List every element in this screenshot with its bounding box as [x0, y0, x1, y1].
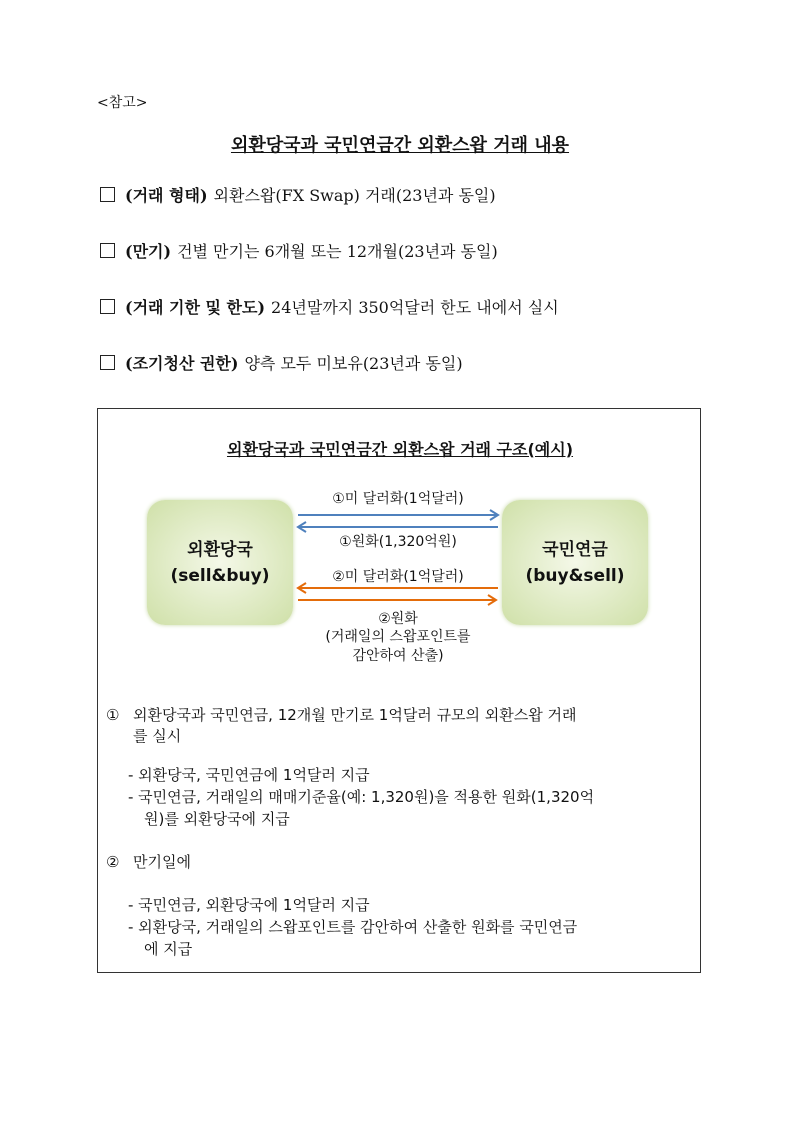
item-text: 건별 만기는 6개월 또는 12개월(23년과 동일): [177, 242, 498, 261]
item-text: 양측 모두 미보유(23년과 동일): [244, 354, 463, 373]
note-2-detail-2-cont: 에 지급: [144, 940, 193, 958]
note-2-line1: 만기일에: [133, 853, 191, 871]
node-name: 국민연금: [542, 539, 608, 560]
note-1-detail-2: - 국민연금, 거래일의 매매기준율(예: 1,320원)을 적용한 원화(1,320억: [128, 788, 595, 806]
arrow-label-krw-2-line3: 감안하여 산출): [352, 648, 444, 664]
list-item: [100, 239, 498, 262]
arrow-label-krw-2: ②원화: [378, 611, 418, 627]
checkbox-square-icon: [100, 355, 115, 370]
node-name: 외환당국: [187, 539, 253, 560]
note-2-detail-2: - 외환당국, 거래일의 스왑포인트를 감안하여 산출한 원화를 국민연금: [128, 918, 578, 936]
node-role: (sell&buy): [170, 565, 270, 586]
checkbox-square-icon: [100, 243, 115, 258]
note-1-line2: 를 실시: [133, 727, 182, 745]
list-item: [100, 295, 559, 318]
arrow-label-krw-1: ①원화(1,320억원): [339, 534, 457, 550]
note-2-mark: ②: [106, 853, 120, 871]
figure-title: 외환당국과 국민연금간 외환스왑 거래 구조(예시): [226, 440, 574, 459]
page-title: 외환당국과 국민연금간 외환스왑 거래 내용: [230, 135, 570, 156]
item-text: 24년말까지 350억달러 한도 내에서 실시: [271, 298, 559, 317]
node-fx-authority: [147, 500, 293, 625]
checkbox-square-icon: [100, 299, 115, 314]
note-1-mark: ①: [106, 706, 120, 724]
note-1-detail-1: - 외환당국, 국민연금에 1억달러 지급: [128, 766, 370, 784]
checkbox-square-icon: [100, 187, 115, 202]
reference-note: <참고>: [97, 95, 148, 111]
item-label: (거래 기한 및 한도): [125, 298, 266, 317]
node-nps: [502, 500, 648, 625]
item-label: (만기): [125, 242, 172, 261]
node-role: (buy&sell): [525, 565, 625, 586]
arrow-label-usd-2: ②미 달러화(1억달러): [332, 569, 464, 585]
note-1-detail-2-cont: 원)를 외환당국에 지급: [144, 810, 290, 828]
list-item: [100, 183, 496, 206]
list-item: [100, 351, 463, 374]
item-label: (조기청산 권한): [125, 354, 239, 373]
arrow-label-krw-2-line2: (거래일의 스왑포인트를: [325, 629, 471, 645]
note-1-line1: 외환당국과 국민연금, 12개월 만기로 1억달러 규모의 외환스왑 거래: [133, 706, 577, 724]
arrows: [290, 500, 506, 610]
item-text: 외환스왑(FX Swap) 거래(23년과 동일): [213, 186, 496, 205]
item-label: (거래 형태): [125, 186, 208, 205]
note-2-detail-1: - 국민연금, 외환당국에 1억달러 지급: [128, 896, 370, 914]
arrow-label-usd-1: ①미 달러화(1억달러): [332, 491, 464, 507]
